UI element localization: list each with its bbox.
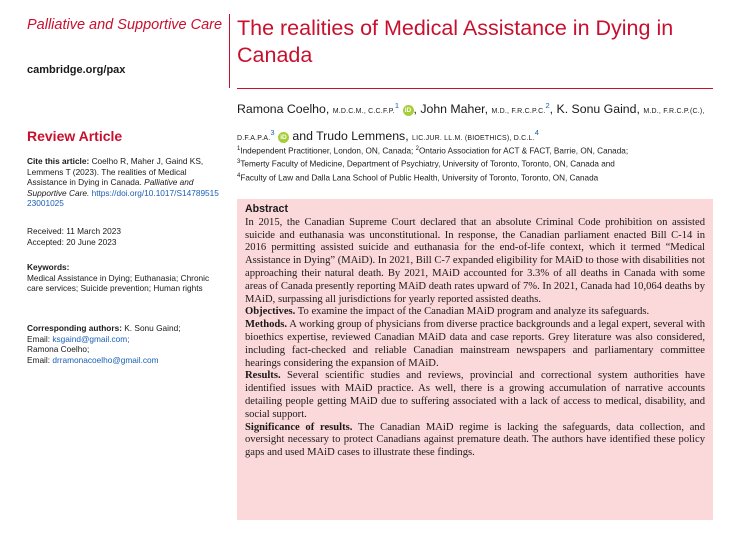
orcid-icon[interactable]: iD: [403, 105, 414, 116]
title-vertical-rule: [229, 14, 230, 88]
keywords-label: Keywords:: [27, 262, 70, 272]
methods-text: A working group of physicians from diverse practice backgrounds and a legal expert, several with bioethics expertise, reviewed Canadian MAiD data and case reports. Grey literature was also considered, including fact-checked and reliable Canadian mainstream newspapers and parliamentary committee hearings considering the expansion of MAiD.: [245, 319, 705, 369]
affiliation-text: Faculty of Law and Dalla Lana School of Public Health, University of Toronto, Toronto, ON, Canada: [240, 173, 599, 183]
affiliation-text: Ontario Association for ACT & FACT, Barrie, ON, Canada;: [418, 146, 629, 156]
journal-name: Palliative and Supportive Care: [27, 17, 223, 33]
affiliation-text: Temerty Faculty of Medicine, Department of Psychiatry, University of Toronto, Toronto, ON, Canada and: [240, 160, 615, 170]
significance-label: Significance of results.: [245, 421, 353, 433]
objectives-text: To examine the impact of the Canadian MAiD program and analyze its safeguards.: [297, 306, 650, 318]
article-type: Review Article: [27, 128, 123, 144]
article-title: The realities of Medical Assistance in Dying in Canada: [237, 16, 674, 67]
author-credentials: LIC.JUR. LL.M. (BIOETHICS), D.C.L.: [412, 135, 535, 143]
title-horizontal-rule: [237, 88, 713, 89]
affiliation-ref[interactable]: 1: [394, 101, 400, 110]
author-name: Ramona Coelho,: [237, 102, 330, 117]
affiliation-ref[interactable]: 2: [545, 101, 550, 110]
journal-site[interactable]: cambridge.org/pax: [27, 64, 126, 76]
author-credentials: M.D., F.R.C.P.C.: [491, 108, 546, 116]
author-credentials: M.D., F.R.C.P.(C.), D.F.A.P.A.: [237, 108, 705, 143]
corr-name-1: K. Sonu Gaind;: [124, 323, 181, 333]
affiliation-num: 1: [237, 146, 241, 152]
abstract-significance: [245, 422, 705, 460]
corr-email-link-1[interactable]: ksgaind@gmail.com;: [52, 333, 130, 344]
results-label: Results.: [245, 370, 281, 382]
results-text: Several scientific studies and reviews, provincial and correctional system authorities have identified issues with MAiD practice. As well, there is a growing accumulation of narrative accounts detailing people getting MAiD due to suffering associated with a lack of access to medical, disability, and social support.: [245, 370, 705, 420]
orcid-icon[interactable]: iD: [278, 132, 289, 143]
keywords-block: [27, 262, 219, 294]
author-name: K. Sonu Gaind,: [556, 102, 640, 117]
affiliation-text: Independent Practitioner, London, ON, Canada;: [240, 146, 414, 156]
abstract-results: [245, 370, 705, 421]
cite-doi-link[interactable]: https://doi.org/10.1017/S1478951523001025: [27, 187, 219, 209]
affiliation-num: 3: [237, 159, 241, 166]
accepted-date: Accepted: 20 June 2023: [27, 236, 117, 247]
author-list: [237, 95, 713, 149]
methods-label: Methods.: [245, 319, 288, 331]
dates-block: [27, 226, 219, 247]
cite-text: Coelho R, Maher J, Gaind KS, Lemmens T (2023). The realities of Medical Assistance in Dying in Canada.: [27, 156, 204, 188]
cite-label: Cite this article:: [27, 156, 90, 166]
affiliation-ref[interactable]: 3: [270, 128, 275, 138]
keywords-text: Medical Assistance in Dying; Euthanasia; Chronic care services; Suicide prevention; Human rights: [27, 272, 210, 294]
corr-email-label-2: Email:: [27, 354, 51, 365]
abstract-box: [237, 199, 713, 520]
author-separator: ,: [549, 102, 554, 117]
citation-block: [27, 156, 219, 209]
corr-email-label-1: Email:: [27, 333, 51, 344]
author-name: John Maher,: [420, 102, 489, 117]
corr-email-link-2[interactable]: drramonacoelho@gmail.com: [52, 354, 159, 365]
abstract-intro: In 2015, the Canadian Supreme Court declared that an absolute Criminal Code prohibition on assisted suicide and euthanasia was unconstitutional. In response, the Canadian parliament enacted Bill C-14 in 2016 permitting assisted suicide and euthanasia for the end-of-life context, which it termed “Medical Assistance in Dying” (MAiD). In 2021, Bill C-7 expanded eligibility for MAiD to those with disabilities not approaching their natural death. By 2021, MAiD accounted for 3.3% of all deaths in Canada with some areas of Canada presently reporting MAiD death rates upward of 7%. In 2021, Canada had 10,064 deaths by MAiD, surpassing all jurisdictions for yearly reported assisted deaths.: [245, 216, 705, 305]
corr-label: Corresponding authors:: [27, 323, 122, 333]
affiliation-ref[interactable]: 4: [534, 128, 539, 138]
author-separator: ,: [413, 102, 417, 117]
abstract-heading: Abstract: [245, 203, 288, 215]
objectives-label: Objectives.: [245, 306, 296, 318]
author-name: and Trudo Lemmens,: [292, 129, 409, 144]
received-date: Received: 11 March 2023: [27, 226, 121, 236]
cite-journal: Palliative and Supportive Care.: [27, 177, 194, 198]
affiliation-num: 2: [415, 146, 419, 152]
affiliations: [237, 144, 717, 184]
abstract-objectives: [245, 306, 705, 319]
abstract-methods: [245, 319, 705, 370]
author-credentials: M.D.C.M., C.C.F.P.: [332, 108, 395, 116]
corresponding-authors-block: [27, 323, 219, 365]
significance-text: The Canadian MAiD regime is lacking the safeguards, data collection, and oversight necessary to protect Canadians against premature death. The authors have identified these policy gaps and used MAiD cases to illustrate these findings.: [245, 421, 705, 459]
affiliation-num: 4: [237, 172, 241, 179]
corr-name-2: Ramona Coelho;: [27, 344, 90, 355]
